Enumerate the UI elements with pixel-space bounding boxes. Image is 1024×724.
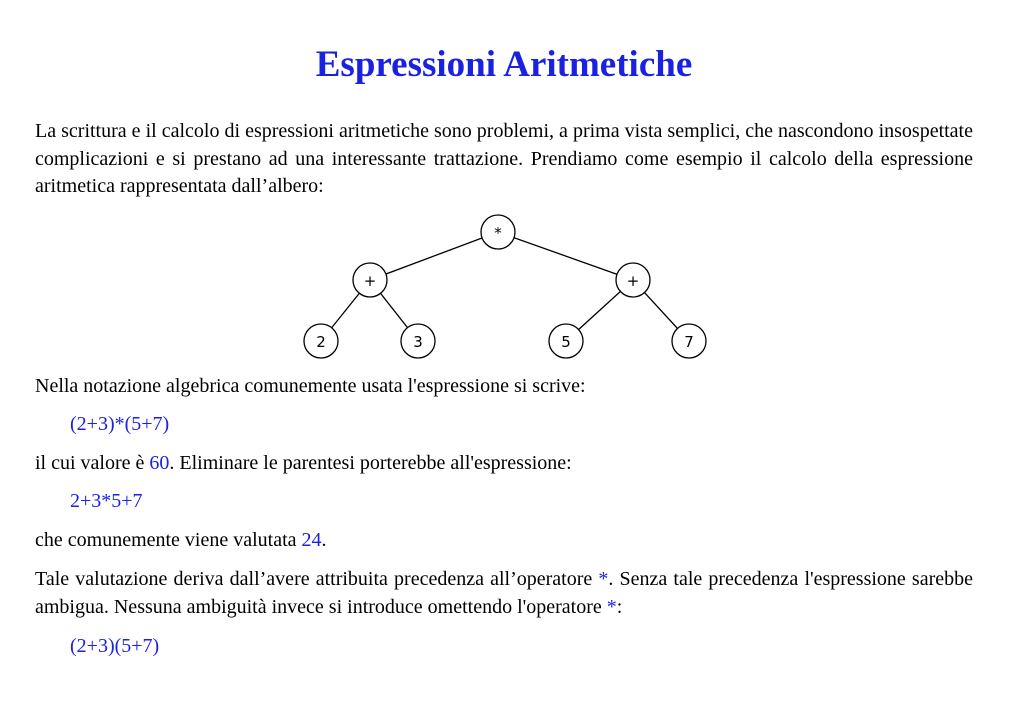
tree-leaf-label: 2 — [316, 333, 326, 351]
expression-tree-diagram — [300, 210, 720, 365]
eval-number: 24 — [301, 529, 322, 551]
tree-leaf-label: 5 — [561, 333, 571, 351]
expression-2: 2+3*5+7 — [70, 490, 143, 512]
tree-right-op-label: + — [626, 272, 640, 290]
expression-1: (2+3)*(5+7) — [70, 413, 170, 435]
tree-edge — [498, 232, 633, 280]
precedence-paragraph — [35, 566, 973, 621]
intro-paragraph: La scrittura e il calcolo di espressioni aritmetiche sono problemi, a prima vista semplici, che nascondono insospettate complicazioni e si prestano ad una interessante trattazione. Prendiamo come esempio il calcolo della espressione aritmetica rappresentata dall’albero: — [35, 120, 973, 197]
notation-line: Nella notazione algebrica comunemente usata l'espressione si scrive: — [35, 375, 586, 397]
eval-prefix: che comunemente viene valutata — [35, 529, 302, 551]
tree-edge — [370, 232, 498, 280]
value-suffix: . Eliminare le parentesi porterebbe all'espressione: — [169, 452, 572, 474]
p2-prefix: Tale valutazione deriva dall’avere attribuita precedenza all’operatore — [35, 568, 599, 590]
expression-3: (2+3)(5+7) — [70, 635, 160, 657]
tree-leaf-label: 7 — [684, 333, 694, 351]
eval-suffix: . — [321, 529, 327, 551]
value-line — [35, 450, 572, 477]
page-title: Espressioni Aritmetiche — [315, 44, 693, 85]
value-number: 60 — [149, 452, 170, 474]
tree-root-label: * — [494, 224, 502, 242]
p2-suffix: : — [616, 595, 623, 618]
operator-symbol: * — [598, 568, 609, 590]
operator-symbol: * — [606, 595, 617, 618]
tree-left-op-label: + — [363, 272, 377, 290]
tree-leaf-label: 3 — [413, 333, 423, 351]
eval-line — [35, 527, 327, 554]
value-prefix: il cui valore è — [35, 452, 150, 474]
p2-mid: . Senza tale precedenza l'espressione sarebbe ambigua. Nessuna ambiguità invece si introduce omettendo l'operatore — [35, 568, 973, 618]
